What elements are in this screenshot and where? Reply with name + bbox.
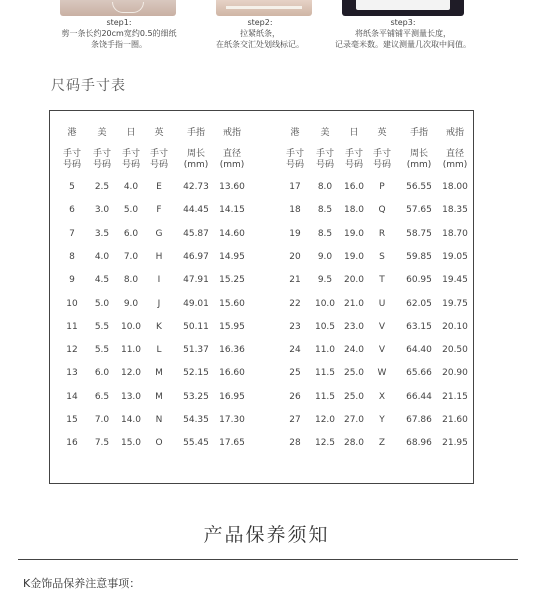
table-cell-hk: 6 — [69, 205, 75, 216]
table-cell-us: 5.0 — [94, 298, 110, 309]
table-cell-diameter: 18.35 — [442, 205, 468, 216]
step2-photo — [216, 0, 312, 16]
care-title: 产品保养须知 — [203, 524, 330, 546]
subheader-line: 手寸 — [344, 149, 364, 159]
table-cell-uk: G — [155, 228, 163, 239]
size-table-title: 尺码手寸表 — [51, 78, 126, 94]
header-circumference: 手指 — [186, 128, 206, 138]
table-cell-hk: 19 — [289, 228, 301, 239]
measurement-steps — [0, 0, 533, 60]
care-subtitle: K金饰品保养注意事项： — [23, 577, 141, 590]
table-cell-uk: Y — [379, 415, 385, 425]
subheader-line: 号码 — [315, 160, 335, 170]
table-cell-circumference: 57.65 — [406, 205, 432, 216]
table-cell-hk: 16 — [66, 438, 78, 449]
table-cell-us: 2.5 — [94, 182, 110, 192]
header-jp: 日 — [126, 128, 136, 138]
table-cell-diameter: 15.95 — [219, 321, 245, 332]
table-cell-uk: V — [378, 345, 386, 356]
table-cell-jp: 19.0 — [343, 251, 365, 262]
table-cell-us: 8.5 — [317, 228, 333, 239]
table-cell-circumference: 65.66 — [406, 368, 432, 379]
table-cell-hk: 9 — [69, 275, 75, 286]
table-cell-hk: 21 — [289, 275, 301, 286]
subheader-line: 周长 — [186, 149, 205, 159]
table-cell-jp: 15.0 — [120, 438, 142, 449]
table-cell-jp: 27.0 — [343, 415, 365, 425]
table-cell-uk: K — [156, 321, 162, 332]
table-cell-circumference: 53.25 — [183, 391, 209, 402]
table-cell-circumference: 42.73 — [183, 182, 209, 192]
step3-line2: 记录毫米数。建议测量几次取中间值。 — [335, 40, 471, 49]
table-cell-diameter: 14.60 — [219, 228, 245, 239]
subheader-line: 号码 — [344, 160, 364, 170]
table-cell-diameter: 19.05 — [442, 251, 468, 262]
table-cell-circumference: 50.11 — [183, 321, 209, 332]
table-cell-us: 8.0 — [317, 182, 333, 192]
table-cell-hk: 15 — [66, 415, 78, 425]
table-cell-uk: E — [156, 182, 162, 192]
subheader-line: 手寸 — [149, 149, 169, 159]
table-cell-circumference: 67.86 — [406, 415, 432, 425]
table-cell-hk: 11 — [66, 321, 78, 332]
step3-caption — [328, 17, 478, 50]
subheader-line: 手寸 — [92, 149, 112, 159]
subheader-line: 直径 — [222, 149, 241, 159]
table-cell-circumference: 66.44 — [406, 391, 432, 402]
table-cell-us: 8.5 — [317, 205, 333, 216]
table-cell-hk: 23 — [289, 321, 301, 332]
table-cell-jp: 19.0 — [343, 228, 365, 239]
table-cell-us: 9.0 — [317, 251, 333, 262]
table-cell-uk: F — [156, 205, 162, 216]
step1-label: step1: — [106, 18, 132, 27]
table-cell-diameter: 17.65 — [219, 438, 245, 449]
step1-line2: 条饶手指一圈。 — [91, 40, 147, 49]
table-cell-jp: 25.0 — [343, 368, 365, 379]
table-cell-uk: Z — [378, 438, 386, 449]
table-cell-circumference: 60.95 — [406, 275, 432, 286]
divider — [18, 559, 518, 560]
table-cell-diameter: 20.90 — [442, 368, 468, 379]
table-cell-hk: 28 — [289, 438, 301, 449]
step2-line1: 拉紧纸条， — [240, 29, 280, 38]
table-cell-jp: 24.0 — [343, 345, 365, 356]
subheader-jp — [345, 149, 363, 171]
table-cell-circumference: 46.97 — [183, 251, 209, 262]
subheader-line: 周长 — [409, 149, 428, 159]
table-cell-diameter: 19.75 — [442, 298, 468, 309]
table-cell-jp: 8.0 — [123, 275, 139, 286]
subheader-line: 号码 — [149, 160, 169, 170]
table-cell-jp: 16.0 — [343, 182, 365, 192]
table-cell-diameter: 21.15 — [442, 391, 468, 402]
table-cell-diameter: 16.95 — [219, 391, 245, 402]
table-cell-hk: 17 — [289, 182, 301, 192]
table-cell-circumference: 62.05 — [406, 298, 432, 309]
table-cell-diameter: 15.25 — [219, 275, 245, 286]
subheader-uk — [373, 149, 391, 171]
table-cell-hk: 13 — [66, 368, 78, 379]
table-cell-jp: 20.0 — [343, 275, 365, 286]
table-cell-uk: P — [379, 182, 385, 192]
subheader-line: 直径 — [445, 149, 464, 159]
table-cell-uk: I — [157, 275, 161, 286]
table-cell-uk: J — [157, 298, 161, 309]
table-cell-uk: X — [378, 391, 386, 402]
table-cell-us: 11.5 — [314, 368, 336, 379]
subheader-line: 号码 — [92, 160, 112, 170]
table-cell-diameter: 17.30 — [219, 415, 245, 425]
table-cell-diameter: 20.50 — [442, 345, 468, 356]
table-cell-diameter: 18.70 — [442, 228, 468, 239]
table-cell-diameter: 15.60 — [219, 298, 245, 309]
table-cell-uk: V — [378, 321, 386, 332]
subheader-line: (mm) — [183, 160, 209, 170]
table-cell-diameter: 19.45 — [442, 275, 468, 286]
subheader-line: 手寸 — [121, 149, 141, 159]
table-cell-diameter: 21.95 — [442, 438, 468, 449]
table-cell-uk: W — [377, 368, 387, 379]
table-cell-circumference: 68.96 — [406, 438, 432, 449]
step2-label: step2: — [247, 18, 273, 27]
table-cell-hk: 27 — [289, 415, 301, 425]
table-cell-uk: Q — [378, 205, 386, 216]
subheader-line: 手寸 — [372, 149, 392, 159]
header-diameter: 戒指 — [222, 128, 242, 138]
step1-caption — [46, 17, 192, 50]
step1-photo — [60, 0, 176, 16]
subheader-jp — [122, 149, 140, 171]
table-cell-circumference: 49.01 — [183, 298, 209, 309]
step3-photo — [342, 0, 464, 16]
table-cell-diameter: 16.60 — [219, 368, 245, 379]
header-hk: 港 — [67, 128, 77, 138]
table-cell-hk: 26 — [289, 391, 301, 402]
table-cell-jp: 12.0 — [120, 368, 142, 379]
table-cell-circumference: 54.35 — [183, 415, 209, 425]
table-cell-hk: 20 — [289, 251, 301, 262]
subheader-line: (mm) — [406, 160, 432, 170]
table-cell-jp: 9.0 — [123, 298, 139, 309]
header-uk: 英 — [154, 128, 164, 138]
table-cell-circumference: 44.45 — [183, 205, 209, 216]
subheader-line: 号码 — [372, 160, 392, 170]
table-cell-jp: 4.0 — [123, 182, 139, 192]
subheader-us — [93, 149, 111, 171]
table-cell-us: 7.5 — [94, 438, 110, 449]
step2-line2: 在纸条交汇处划线标记。 — [216, 40, 304, 49]
subheader-uk — [150, 149, 168, 171]
subheader-line: (mm) — [219, 160, 245, 170]
table-cell-circumference: 58.75 — [406, 228, 432, 239]
table-cell-us: 3.5 — [94, 228, 110, 239]
table-cell-circumference: 45.87 — [183, 228, 209, 239]
table-cell-jp: 6.0 — [123, 228, 139, 239]
header-uk: 英 — [377, 128, 387, 138]
table-cell-jp: 5.0 — [123, 205, 139, 216]
table-cell-us: 6.0 — [94, 368, 110, 379]
header-hk: 港 — [290, 128, 300, 138]
table-cell-us: 6.5 — [94, 391, 110, 402]
subheader-circumference — [407, 149, 432, 171]
table-cell-jp: 10.0 — [120, 321, 142, 332]
table-cell-circumference: 52.15 — [183, 368, 209, 379]
table-cell-uk: S — [379, 251, 385, 262]
subheader-diameter — [220, 149, 245, 171]
table-cell-jp: 25.0 — [343, 391, 365, 402]
table-cell-uk: R — [378, 228, 386, 239]
subheader-line: 号码 — [285, 160, 305, 170]
header-jp: 日 — [349, 128, 359, 138]
table-cell-diameter: 16.36 — [219, 345, 245, 356]
table-cell-circumference: 59.85 — [406, 251, 432, 262]
table-cell-us: 4.0 — [94, 251, 110, 262]
table-cell-hk: 18 — [289, 205, 301, 216]
table-cell-uk: H — [155, 251, 163, 262]
table-cell-hk: 24 — [289, 345, 301, 356]
table-cell-uk: M — [155, 368, 163, 379]
table-cell-uk: U — [378, 298, 386, 309]
table-cell-hk: 25 — [289, 368, 301, 379]
table-cell-jp: 28.0 — [343, 438, 365, 449]
table-cell-circumference: 55.45 — [183, 438, 209, 449]
subheader-line: 手寸 — [62, 149, 82, 159]
table-cell-diameter: 13.60 — [219, 182, 245, 192]
header-us: 美 — [97, 128, 107, 138]
table-cell-uk: T — [379, 275, 385, 286]
table-cell-diameter: 14.15 — [219, 205, 245, 216]
table-cell-hk: 10 — [66, 298, 78, 309]
table-cell-us: 10.5 — [314, 321, 336, 332]
table-cell-hk: 12 — [66, 345, 78, 356]
table-cell-uk: N — [155, 415, 163, 425]
table-cell-diameter: 21.60 — [442, 415, 468, 425]
table-cell-hk: 7 — [69, 228, 75, 239]
table-cell-diameter: 20.10 — [442, 321, 468, 332]
table-cell-us: 12.5 — [314, 438, 336, 449]
table-cell-us: 10.0 — [314, 298, 336, 309]
table-cell-jp: 23.0 — [343, 321, 365, 332]
table-cell-hk: 5 — [69, 182, 75, 192]
subheader-line: 号码 — [121, 160, 141, 170]
table-cell-us: 12.0 — [314, 415, 336, 425]
subheader-circumference — [184, 149, 209, 171]
table-cell-jp: 7.0 — [123, 251, 139, 262]
header-diameter: 戒指 — [445, 128, 465, 138]
table-cell-diameter: 18.00 — [442, 182, 468, 192]
subheader-line: 手寸 — [285, 149, 305, 159]
step2-caption — [196, 17, 324, 50]
subheader-line: 手寸 — [315, 149, 335, 159]
table-cell-jp: 14.0 — [120, 415, 142, 425]
table-cell-jp: 11.0 — [120, 345, 142, 356]
table-cell-circumference: 47.91 — [183, 275, 209, 286]
table-cell-hk: 14 — [66, 391, 78, 402]
subheader-hk — [286, 149, 304, 171]
table-cell-diameter: 14.95 — [219, 251, 245, 262]
table-cell-circumference: 63.15 — [406, 321, 432, 332]
subheader-us — [316, 149, 334, 171]
table-cell-us: 11.5 — [314, 391, 336, 402]
size-table — [49, 110, 474, 484]
step1-line1: 剪一条长约20cm宽约0.5的细纸 — [61, 29, 177, 38]
table-cell-hk: 8 — [69, 251, 75, 262]
subheader-line: 号码 — [62, 160, 82, 170]
table-cell-us: 3.0 — [94, 205, 110, 216]
subheader-hk — [63, 149, 81, 171]
table-cell-jp: 21.0 — [343, 298, 365, 309]
header-circumference: 手指 — [409, 128, 429, 138]
table-cell-uk: L — [156, 345, 162, 356]
subheader-line: (mm) — [442, 160, 468, 170]
table-cell-us: 5.5 — [94, 321, 110, 332]
header-us: 美 — [320, 128, 330, 138]
table-cell-hk: 22 — [289, 298, 301, 309]
table-cell-circumference: 51.37 — [183, 345, 209, 356]
table-cell-uk: M — [155, 391, 163, 402]
table-cell-circumference: 56.55 — [406, 182, 432, 192]
table-cell-uk: O — [155, 438, 163, 449]
table-cell-us: 11.0 — [314, 345, 336, 356]
step3-label: step3: — [390, 18, 416, 27]
step3-line1: 将纸条平铺铺平测量长度， — [355, 29, 451, 38]
table-cell-jp: 13.0 — [120, 391, 142, 402]
subheader-diameter — [443, 149, 468, 171]
table-cell-circumference: 64.40 — [406, 345, 432, 356]
table-cell-us: 5.5 — [94, 345, 110, 356]
table-cell-jp: 18.0 — [343, 205, 365, 216]
table-cell-us: 7.0 — [94, 415, 110, 425]
table-cell-us: 4.5 — [94, 275, 110, 286]
table-cell-us: 9.5 — [317, 275, 333, 286]
